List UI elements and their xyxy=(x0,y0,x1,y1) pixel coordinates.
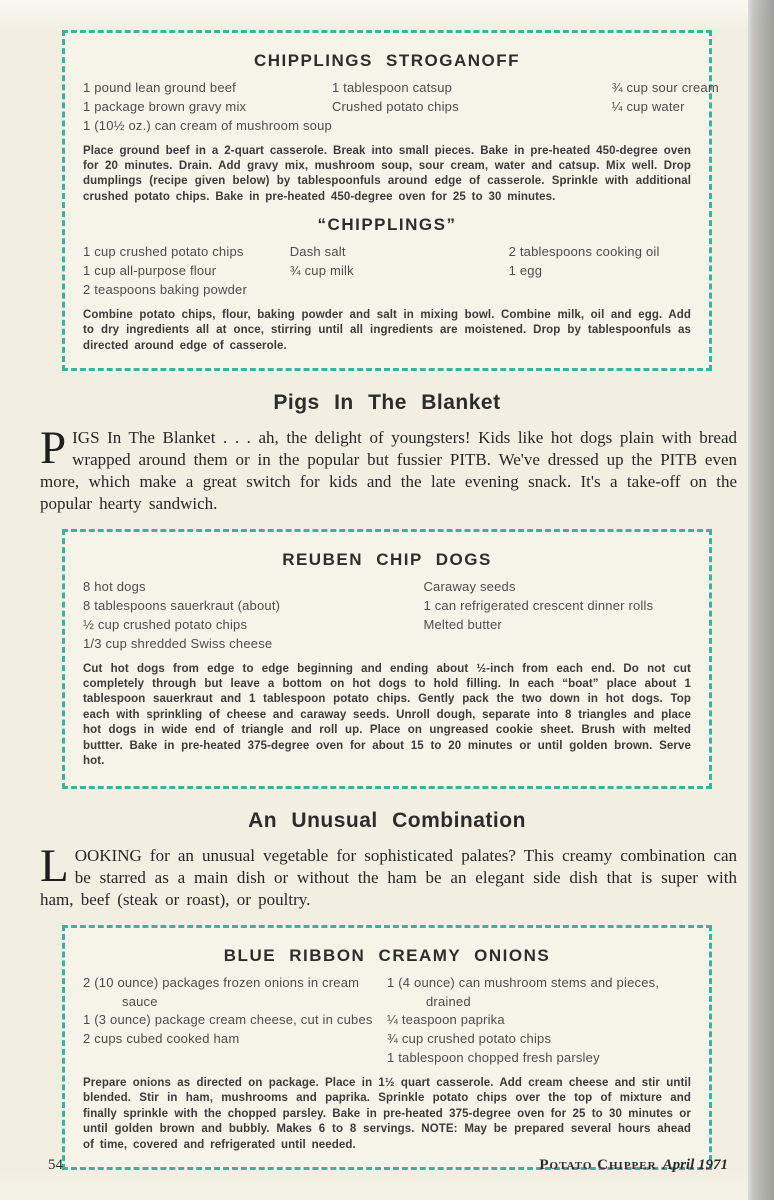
ingredient-item: 1 can refrigerated crescent dinner rolls xyxy=(423,598,654,614)
ingredient-item: ¼ cup water xyxy=(611,98,685,114)
recipe-box-reuben xyxy=(62,529,712,788)
dropcap-letter: P xyxy=(40,421,67,474)
ingredient-column xyxy=(83,578,423,653)
ingredient-item: 1 (10½ oz.) can cream of mushroom soup xyxy=(83,117,332,133)
ingredient-column xyxy=(332,79,612,136)
ingredient-item: 1 (4 ounce) can mushroom stems and pieces, drained xyxy=(387,974,660,1009)
ingredient-item: 2 teaspoons baking powder xyxy=(83,281,248,297)
ingredient-item: 2 (10 ounce) packages frozen onions in cream sauce xyxy=(83,974,360,1009)
ingredient-column xyxy=(83,974,387,1068)
ingredient-item: 1 cup all-purpose flour xyxy=(83,263,217,278)
ingredient-item: ¾ cup crushed potato chips xyxy=(387,1031,552,1047)
ingredient-columns xyxy=(83,974,691,1068)
ingredient-item: 2 tablespoons cooking oil xyxy=(508,244,660,260)
ingredient-item: Crushed potato chips xyxy=(331,98,459,114)
editorial-pigs-in-the-blanket xyxy=(40,421,737,515)
ingredient-item: 1 package brown gravy mix xyxy=(83,98,247,114)
recipe-title-reuben: REUBEN CHIP DOGS xyxy=(282,550,492,570)
recipe-box-blue-ribbon xyxy=(62,925,712,1170)
recipe-box-stroganoff xyxy=(62,30,719,371)
magazine-title: Potato Chipper xyxy=(539,1157,657,1173)
ingredient-columns xyxy=(83,243,691,300)
ingredient-item: Dash salt xyxy=(289,244,346,260)
ingredient-column xyxy=(83,243,290,300)
recipe-instructions-reuben xyxy=(83,662,691,770)
ingredient-item: 1/3 cup shredded Swiss cheese xyxy=(83,635,273,651)
ingredient-item: 1 cup crushed potato chips xyxy=(83,244,244,260)
ingredient-item: ¼ teaspoon paprika xyxy=(387,1012,505,1028)
ingredient-item: 1 (3 ounce) package cream cheese, cut in cubes xyxy=(83,1012,373,1028)
magazine-issue: April 1971 xyxy=(662,1157,728,1173)
ingredient-item: ¾ cup milk xyxy=(289,263,354,278)
ingredient-item: Caraway seeds xyxy=(423,579,516,595)
ingredient-column xyxy=(83,79,332,136)
editorial-text: OOKING for an unusual vegetable for sophisticated palates? This creamy combination can be starred as a main dish or without the ham be an elegant side dish that is super with ham, beef (steak or roast), or poultry. xyxy=(40,845,737,909)
recipe-instructions-blue-ribbon: Prepare onions as directed on package. Place in 1½ quart casserole. Add cream cheese and stir until blended. Stir in ham, mushrooms and paprika. Sprinkle potato chips over the top of mixture and finally sprinkle with the chopped parsley. Bake in pre-heated 375-degree oven for 25 to 30 minutes or until golden brown and bubbly. Makes 6 to 8 servings. NOTE: May be prepared several hours ahead of time, covered and refrigerated until needed. xyxy=(83,1077,691,1151)
section-heading-pigs-in-the-blanket: Pigs In The Blanket xyxy=(273,390,501,414)
editorial-text: IGS In The Blanket . . . ah, the delight of youngsters! Kids like hot dogs plain with bread wrapped around them or in the popular but fussier PITB. We've dressed up the PITB even more, which make a great switch for kids and the late evening snack. It's a take-off on the popular hearty sandwich. xyxy=(40,427,737,514)
recipe-title-chipplings: “CHIPPLINGS” xyxy=(317,215,457,235)
ingredient-item: Melted butter xyxy=(423,616,502,632)
editorial-unusual-combination xyxy=(40,839,737,911)
recipe-title-stroganoff: CHIPPLINGS STROGANOFF xyxy=(253,51,521,70)
ingredient-columns xyxy=(83,578,691,653)
page-number: 54 xyxy=(48,1157,63,1173)
ingredient-item: 1 tablespoon chopped fresh parsley xyxy=(387,1050,600,1066)
recipe-title-blue-ribbon: BLUE RIBBON CREAMY ONIONS xyxy=(223,945,551,965)
instructions-bold-text: Do not xyxy=(623,662,666,675)
dropcap-letter: L xyxy=(40,839,69,892)
instructions-text: cut completely through but leave a bottom on hot dogs to hold filling. In each “boat” place about 1 tablespoon sauerkraut and 1 tablespoon potato chips. Gently pack the two down in hot dogs. Top each with sprinkling of cheese and caraway seeds. Unroll dough, separate into 8 triangles and place hot dogs in wide end of triangle and roll up. Place on ungreased cookie sheet. Brush with melted buttter. Bake in pre-heated 375-degree oven for about 15 to 20 minutes or until golden brown. Serve hot. xyxy=(83,662,691,768)
page-footer xyxy=(48,1156,728,1174)
ingredient-item: 8 hot dogs xyxy=(83,579,146,595)
ingredient-columns xyxy=(83,79,719,136)
instructions-text: Cut hot dogs from edge to edge beginning and ending about ½-inch from each end. xyxy=(83,662,624,675)
ingredient-item: 1 egg xyxy=(508,263,543,278)
recipe-instructions-chipplings: Combine potato chips, flour, baking powder and salt in mixing bowl. Combine milk, oil and egg. Add to dry ingredients all at once, stirring until all ingredients are moistened. Drop by tablespoonfuls as directed around edge of casserole. xyxy=(83,308,691,352)
ingredient-item: 2 cups cubed cooked ham xyxy=(83,1031,240,1047)
magazine-credit xyxy=(539,1156,728,1174)
recipe-instructions-stroganoff: Place ground beef in a 2-quart casserole. Break into small pieces. Bake in pre-heated 450-degree oven for 20 minutes. Drain. Add gravy mix, mushroom soup, sour cream, water and catsup. Mix well. Drop dumplings (recipe given below) by tablespoonfuls around edge of casserole. Sprinkle with additional crushed potato chips. Bake in pre-heated 450-degree oven for 25 to 30 minutes. xyxy=(83,144,691,203)
ingredient-item: ¾ cup sour cream xyxy=(611,80,719,95)
ingredient-column xyxy=(387,974,691,1068)
ingredient-column xyxy=(509,243,691,300)
ingredient-item: ½ cup crushed potato chips xyxy=(83,616,248,632)
ingredient-item: 1 tablespoon catsup xyxy=(331,80,453,95)
ingredient-column xyxy=(612,79,734,136)
ingredient-item: 1 pound lean ground beef xyxy=(83,80,236,95)
ingredient-column xyxy=(290,243,509,300)
ingredient-item: 8 tablespoons sauerkraut (about) xyxy=(83,598,281,614)
ingredient-column xyxy=(423,578,691,653)
section-heading-unusual-combination: An Unusual Combination xyxy=(248,808,526,832)
